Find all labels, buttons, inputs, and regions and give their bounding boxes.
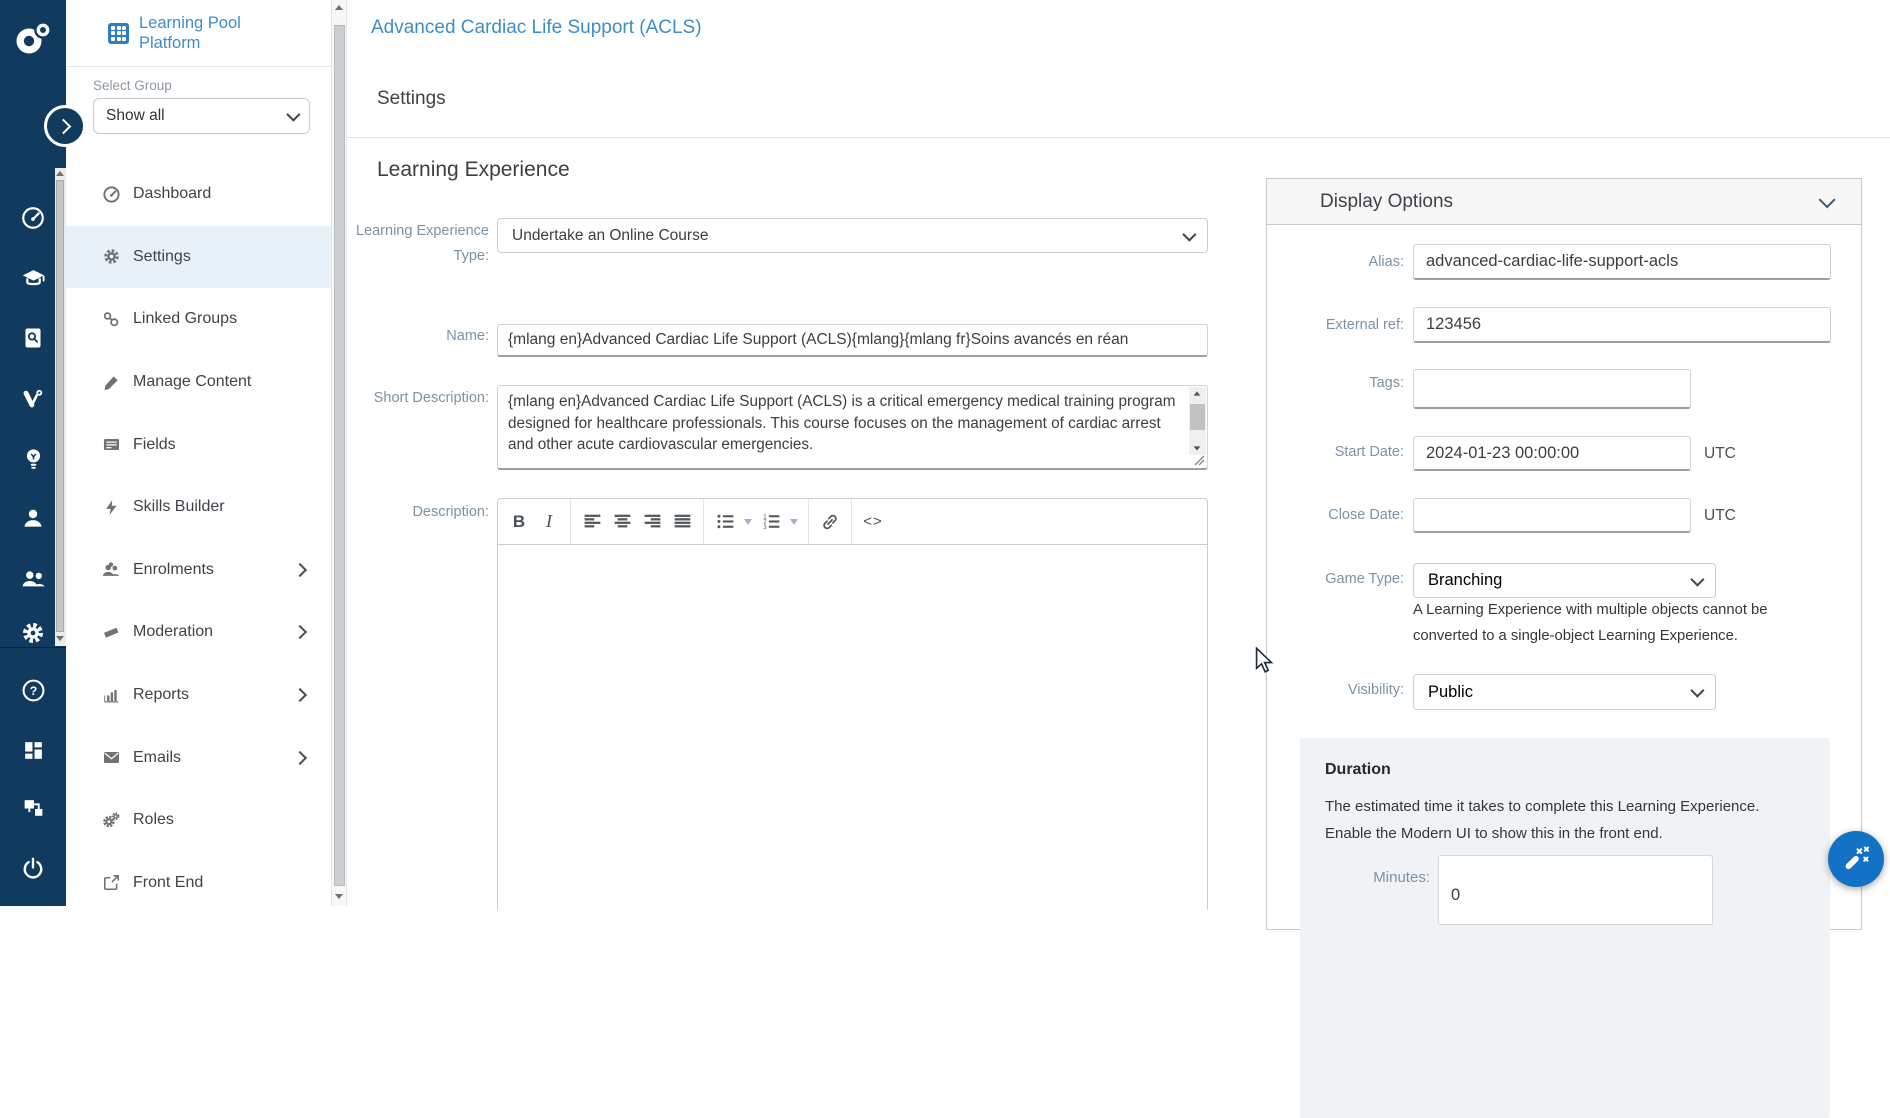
chevron-right-icon (56, 118, 72, 134)
magic-wand-icon (1841, 844, 1871, 874)
sidebar-item-label: Manage Content (133, 373, 252, 391)
sidebar-item-manage-content[interactable] (66, 351, 331, 414)
svg-text:?: ? (29, 683, 37, 698)
rail-divider (0, 647, 66, 648)
align-justify-button[interactable] (667, 504, 697, 540)
duration-title: Duration (1325, 761, 1391, 778)
learning-pool-logo[interactable] (12, 18, 56, 62)
alias-label: Alias: (1368, 254, 1404, 270)
description-editor[interactable] (497, 545, 1208, 910)
align-right-button[interactable] (637, 504, 667, 540)
game-type-value: Branching (1428, 571, 1503, 589)
sidebar (66, 0, 331, 906)
group-select[interactable] (93, 98, 310, 134)
numbered-list-caret-icon[interactable] (790, 519, 798, 525)
chevron-down-icon (1690, 684, 1704, 698)
italic-button[interactable]: I (546, 511, 552, 531)
external-ref-label: External ref: (1325, 317, 1404, 333)
name-input[interactable] (497, 324, 1208, 357)
code-button[interactable]: <> (863, 513, 883, 530)
chevron-down-icon (1182, 227, 1196, 241)
sidebar-scroll-thumb[interactable] (334, 25, 345, 886)
game-type-select[interactable] (1413, 563, 1716, 598)
link-button[interactable] (815, 504, 845, 540)
scroll-up-icon[interactable] (1194, 391, 1201, 395)
rail-scroll-thumb[interactable] (56, 180, 64, 632)
numbered-list-button[interactable] (756, 504, 786, 540)
align-center-button[interactable] (607, 504, 637, 540)
short-description-textarea[interactable] (497, 385, 1208, 470)
sidebar-item-label: Skills Builder (133, 498, 225, 516)
sidebar-item-label: Dashboard (133, 185, 212, 203)
textarea-scroll-thumb[interactable] (1190, 404, 1205, 430)
dashboard-squares-icon[interactable] (0, 733, 66, 767)
chevron-down-icon (1690, 572, 1704, 586)
duration-section (1300, 738, 1830, 1118)
magic-wand-fab[interactable] (1828, 831, 1884, 887)
group-select-value: Show all (106, 107, 165, 124)
scroll-down-icon[interactable] (1194, 446, 1201, 450)
gears-icon (100, 809, 122, 831)
type-select-value: Undertake an Online Course (512, 226, 709, 244)
textarea-scrollbar[interactable] (1189, 387, 1206, 455)
sidebar-item-label: Reports (133, 686, 190, 704)
name-label: Name: (446, 328, 489, 344)
sidebar-item-enrolments[interactable] (66, 539, 331, 602)
bar-chart-icon (100, 684, 122, 706)
envelope-icon (100, 747, 122, 769)
rail-scroll-up-icon[interactable] (56, 171, 64, 176)
minutes-input[interactable] (1438, 855, 1713, 925)
tags-label: Tags: (1369, 375, 1404, 391)
page-title: Settings (377, 88, 446, 109)
rail-scrollbar[interactable] (55, 168, 66, 646)
short-description-label: Short Description: (373, 390, 489, 406)
external-link-icon (100, 872, 122, 894)
svg-text:2: 2 (762, 518, 767, 526)
start-date-input[interactable] (1413, 436, 1691, 471)
description-label: Description: (412, 504, 489, 520)
game-type-label: Game Type: (1325, 571, 1404, 587)
people-icon (100, 559, 122, 581)
chevron-down-icon (286, 108, 300, 122)
divider (347, 137, 1890, 138)
link-icon (100, 308, 122, 330)
sidebar-item-label: Front End (133, 873, 204, 891)
duration-description: The estimated time it takes to complete this Learning Experience. Enable the Modern UI to show this in the front end. (1325, 798, 1760, 842)
sidebar-collapse-button[interactable] (44, 105, 86, 147)
sidebar-item-roles[interactable] (66, 789, 331, 852)
sidebar-item-label: Roles (133, 811, 174, 829)
sidebar-item-linked-groups[interactable] (66, 288, 331, 351)
sidebar-item-label: Enrolments (133, 560, 214, 578)
game-type-help: A Learning Experience with multiple objects cannot be converted to a single-object Learning Experience. (1413, 602, 1768, 644)
chevron-right-icon (293, 625, 307, 639)
sidebar-item-fields[interactable] (66, 413, 331, 476)
display-options-header[interactable] (1267, 179, 1861, 225)
section-title: Learning Experience (377, 158, 570, 181)
sidebar-menu (66, 163, 331, 914)
external-ref-input[interactable] (1413, 307, 1831, 343)
platform-grid-icon (108, 23, 129, 44)
eraser-icon (100, 621, 122, 643)
breadcrumb[interactable]: Advanced Cardiac Life Support (ACLS) (371, 17, 702, 38)
close-date-timezone: UTC (1704, 507, 1736, 524)
sidebar-item-emails[interactable] (66, 726, 331, 789)
visibility-label: Visibility: (1347, 682, 1404, 698)
sidebar-item-settings[interactable] (66, 226, 331, 289)
alias-input[interactable] (1413, 244, 1831, 280)
chevron-right-icon (293, 688, 307, 702)
sidebar-item-label: Linked Groups (133, 310, 238, 328)
help-icon[interactable] (0, 673, 66, 707)
visibility-value: Public (1428, 682, 1473, 701)
sidebar-item-moderation[interactable] (66, 601, 331, 664)
pencil-icon (100, 371, 122, 393)
minutes-label: Minutes: (1373, 869, 1430, 886)
sidebar-item-label: Settings (133, 247, 191, 265)
chevron-right-icon (293, 751, 307, 765)
lightning-icon (100, 496, 122, 518)
close-date-label: Close Date: (1328, 507, 1404, 523)
sidebar-item-label: Fields (133, 435, 176, 453)
bold-button[interactable]: B (512, 511, 526, 531)
learning-experience-type-label: Learning Experience Type: (355, 223, 489, 264)
sitemap-icon[interactable] (0, 791, 66, 825)
resize-grip-icon[interactable] (1192, 453, 1206, 466)
select-group-label: Select Group (93, 78, 172, 93)
panel-title: Display Options (1320, 190, 1454, 212)
sidebar-item-skills-builder[interactable] (66, 476, 331, 539)
gear-icon (100, 246, 122, 268)
tags-input[interactable] (1413, 369, 1691, 409)
learning-experience-type-select[interactable] (497, 218, 1208, 253)
bullet-list-caret-icon[interactable] (744, 519, 752, 525)
bullet-list-button[interactable] (710, 504, 740, 540)
power-icon[interactable] (0, 851, 66, 885)
platform-title: Learning Pool Platform (139, 14, 241, 52)
start-date-label: Start Date: (1334, 444, 1404, 460)
sidebar-item-front-end[interactable] (66, 852, 331, 915)
visibility-select[interactable] (1413, 674, 1716, 710)
sidebar-item-dashboard[interactable] (66, 163, 331, 226)
chevron-down-icon (1819, 191, 1836, 208)
align-left-button[interactable] (577, 504, 607, 540)
list-box-icon (100, 434, 122, 456)
display-options-panel (1266, 178, 1862, 930)
chevron-right-icon (293, 563, 307, 577)
scroll-down-icon[interactable] (335, 894, 343, 899)
short-description-value: {mlang en}Advanced Cardiac Life Support (ACLS) is a critical emergency medical training program designed for healthcare professionals. This course focuses on the management of cardiac arrest and other acute cardiovascular emergencies. (508, 393, 1176, 453)
sidebar-item-reports[interactable] (66, 664, 331, 727)
svg-text:3: 3 (762, 523, 767, 531)
gauge-icon (100, 183, 122, 205)
scroll-up-icon[interactable] (335, 5, 343, 10)
rail-scroll-down-icon[interactable] (56, 636, 64, 641)
start-date-timezone: UTC (1704, 445, 1736, 462)
close-date-input[interactable] (1413, 498, 1691, 533)
sidebar-item-label: Emails (133, 748, 182, 766)
platform-home-link[interactable] (66, 0, 331, 67)
sidebar-scrollbar[interactable] (331, 0, 347, 906)
description-toolbar (497, 498, 1208, 545)
svg-text:1: 1 (762, 513, 767, 521)
sidebar-item-label: Moderation (133, 623, 214, 641)
